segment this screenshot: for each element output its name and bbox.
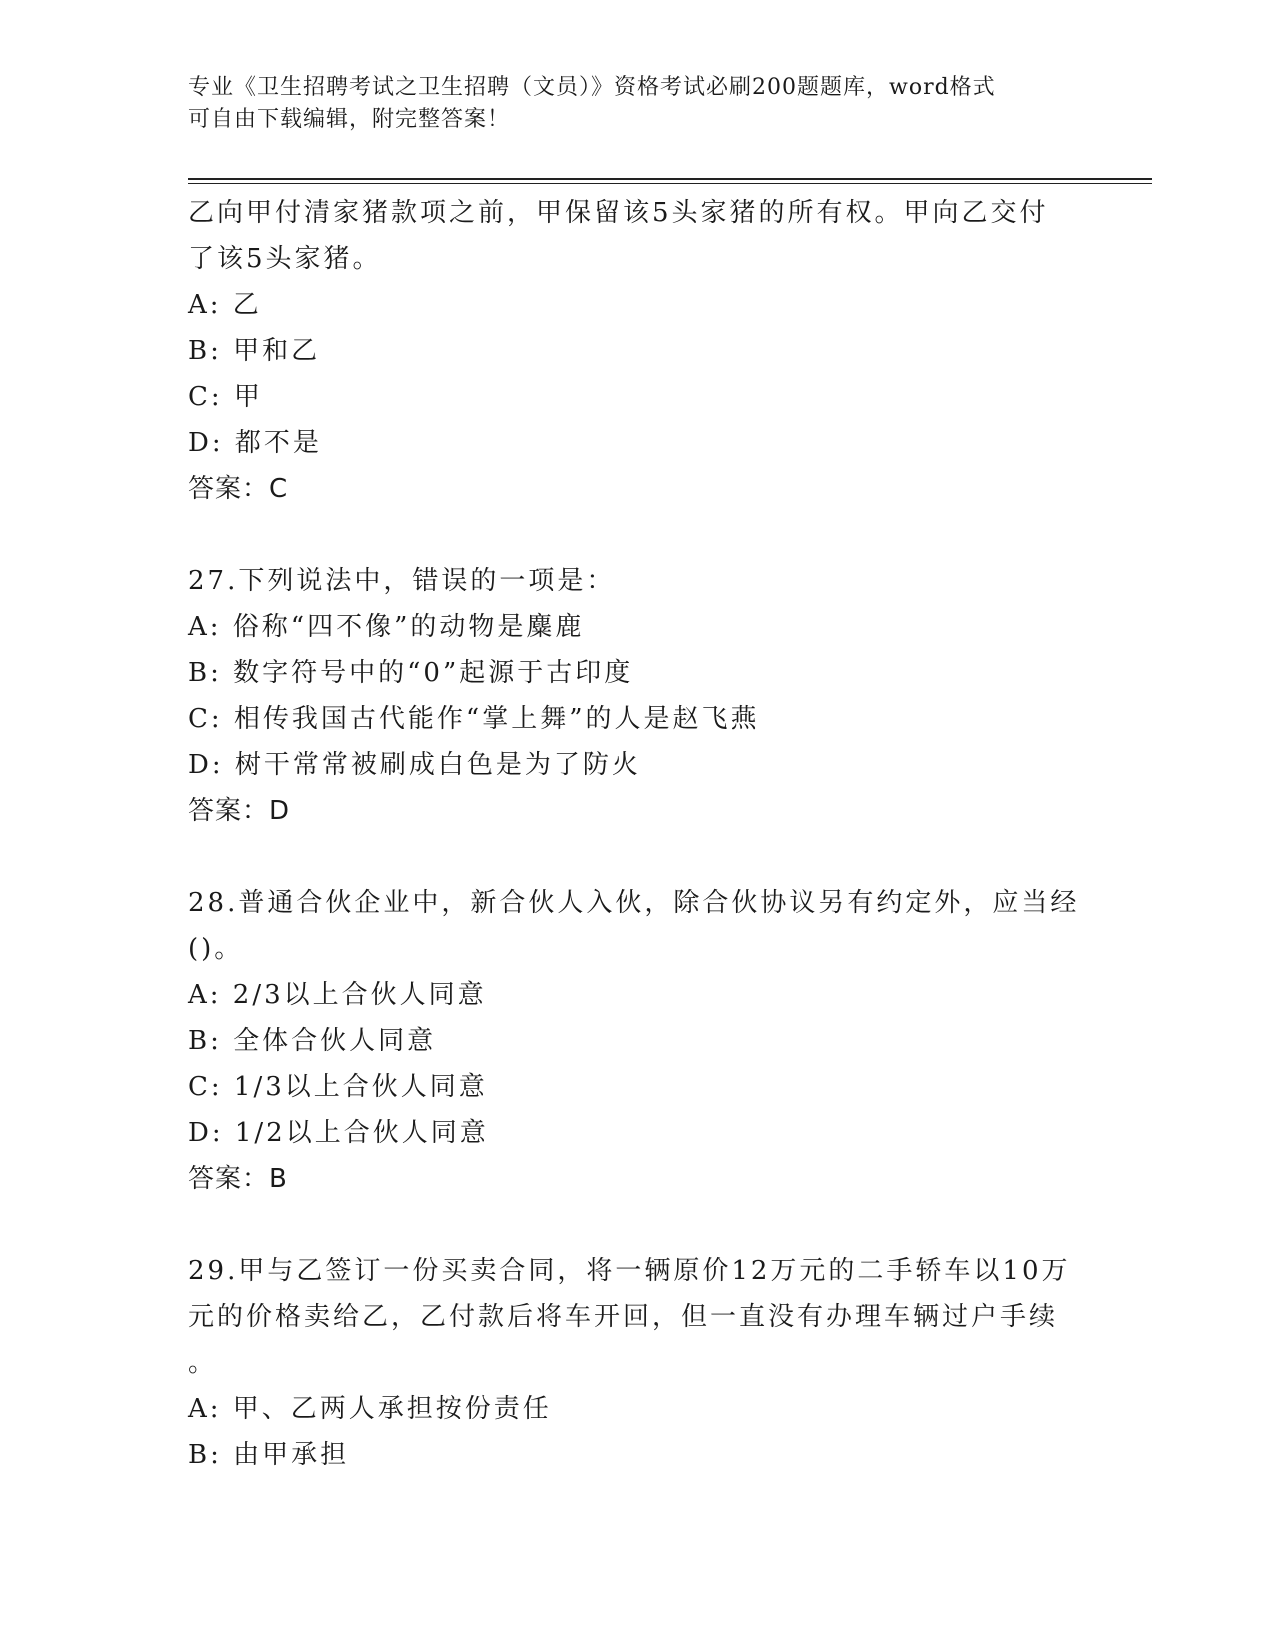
question-stem: 27.下列说法中，错误的一项是： (188, 566, 616, 596)
question-list (188, 190, 1088, 1478)
option-d: D: 都不是 (188, 428, 322, 458)
spacer (188, 512, 1088, 558)
option-b: B: 由甲承担 (188, 1440, 350, 1470)
option-a: A: 甲、乙两人承担按份责任 (188, 1394, 552, 1424)
option-d: D: 树干常常被刷成白色是为了防火 (188, 750, 641, 780)
header-title-line-1: 专业《卫生招聘考试之卫生招聘（文员）》资格考试必刷200题题库，word格式 (188, 75, 996, 100)
header-divider-thin (188, 183, 1152, 184)
header-divider-thick (188, 178, 1152, 180)
question-stem: 乙向甲付清家猪款项之前，甲保留该5头家猪的所有权。甲向乙交付 (188, 198, 1049, 228)
option-c: C: 1/3以上合伙人同意 (188, 1072, 488, 1102)
question-28 (188, 880, 1088, 1202)
option-c: C: 相传我国古代能作“掌上舞”的人是赵飞燕 (188, 704, 760, 734)
answer: 答案：C (188, 474, 289, 504)
option-a: A: 乙 (188, 290, 262, 320)
option-b: B: 全体合伙人同意 (188, 1026, 437, 1056)
option-b: B: 数字符号中的“0”起源于古印度 (188, 658, 634, 688)
option-c: C: 甲 (188, 382, 263, 412)
question-29 (188, 1248, 1088, 1478)
question-27 (188, 558, 1088, 834)
spacer (188, 1202, 1088, 1248)
option-d: D: 1/2以上合伙人同意 (188, 1118, 489, 1148)
header-title-line-2: 可自由下载编辑，附完整答案！ (188, 107, 511, 132)
spacer (188, 834, 1088, 880)
option-b: B: 甲和乙 (188, 336, 321, 366)
question-26 (188, 190, 1088, 512)
question-stem: ()。 (188, 934, 244, 964)
question-stem: 28.普通合伙企业中，新合伙人入伙，除合伙协议另有约定外，应当经 (188, 888, 1080, 918)
page-header (188, 72, 1068, 136)
option-a: A: 俗称“四不像”的动物是麋鹿 (188, 612, 585, 642)
answer: 答案：D (188, 796, 291, 826)
question-stem: 元的价格卖给乙，乙付款后将车开回，但一直没有办理车辆过户手续 (188, 1302, 1059, 1332)
question-stem: 了该5头家猪。 (188, 244, 382, 274)
answer: 答案：B (188, 1164, 288, 1194)
question-stem: 29.甲与乙签订一份买卖合同，将一辆原价12万元的二手轿车以10万 (188, 1256, 1071, 1286)
question-stem: 。 (188, 1348, 218, 1378)
option-a: A: 2/3以上合伙人同意 (188, 980, 487, 1010)
